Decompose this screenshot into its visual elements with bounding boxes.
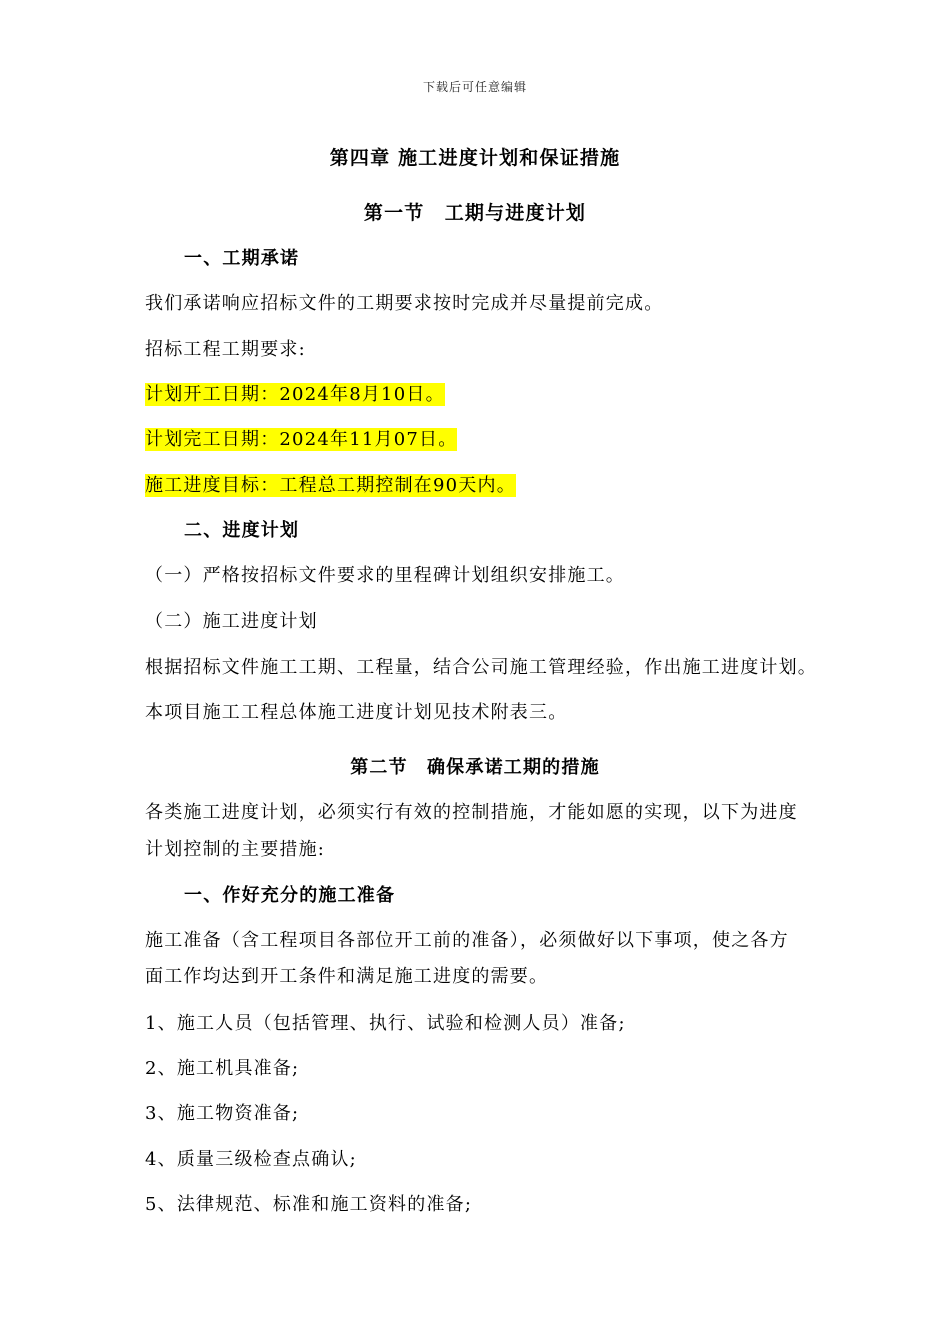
section2-title: 第二节 确保承诺工期的措施 [350, 757, 600, 778]
s2-heading-1: 一、作好充分的施工准备 [184, 885, 396, 906]
list-item: 3、施工物资准备; [145, 1103, 300, 1124]
highlight-target: 施工进度目标：工程总工期控制在90天内。 [145, 475, 516, 496]
s1-paragraph-5: 根据招标文件施工工期、工程量，结合公司施工管理经验，作出施工进度计划。 [145, 657, 817, 678]
s1-paragraph-1: 我们承诺响应招标文件的工期要求按时完成并尽量提前完成。 [145, 293, 664, 314]
chapter-title: 第四章 施工进度计划和保证措施 [329, 147, 621, 169]
page-header: 下载后可任意编辑 [422, 80, 527, 94]
highlight-end-date: 计划完工日期：2024年11月07日。 [145, 429, 458, 450]
list-item: 4、质量三级检查点确认; [145, 1149, 357, 1170]
highlight-start-date: 计划开工日期：2024年8月10日。 [145, 384, 445, 405]
list-item: 5、法律规范、标准和施工资料的准备; [145, 1194, 473, 1215]
s2-paragraph-2a: 施工准备（含工程项目各部位开工前的准备），必须做好以下事项，使之各方 [145, 930, 789, 951]
s1-paragraph-6: 本项目施工工程总体施工进度计划见技术附表三。 [145, 702, 568, 723]
s1-heading-2: 二、进度计划 [184, 520, 300, 541]
s2-paragraph-1a: 各类施工进度计划，必须实行有效的控制措施，才能如愿的实现，以下为进度 [145, 802, 798, 823]
list-item: 2、施工机具准备; [145, 1058, 300, 1079]
s2-paragraph-2b: 面工作均达到开工条件和满足施工进度的需要。 [145, 966, 549, 987]
section1-title: 第一节 工期与进度计划 [363, 202, 587, 224]
s2-paragraph-1b: 计划控制的主要措施: [145, 839, 326, 860]
list-item: 1、施工人员（包括管理、执行、试验和检测人员）准备; [145, 1013, 626, 1034]
s1-heading-1: 一、工期承诺 [184, 248, 300, 269]
s1-paragraph-4: （二）施工进度计划 [145, 611, 318, 632]
s1-paragraph-2: 招标工程工期要求: [145, 339, 306, 360]
s1-paragraph-3: （一）严格按招标文件要求的里程碑计划组织安排施工。 [145, 565, 625, 586]
